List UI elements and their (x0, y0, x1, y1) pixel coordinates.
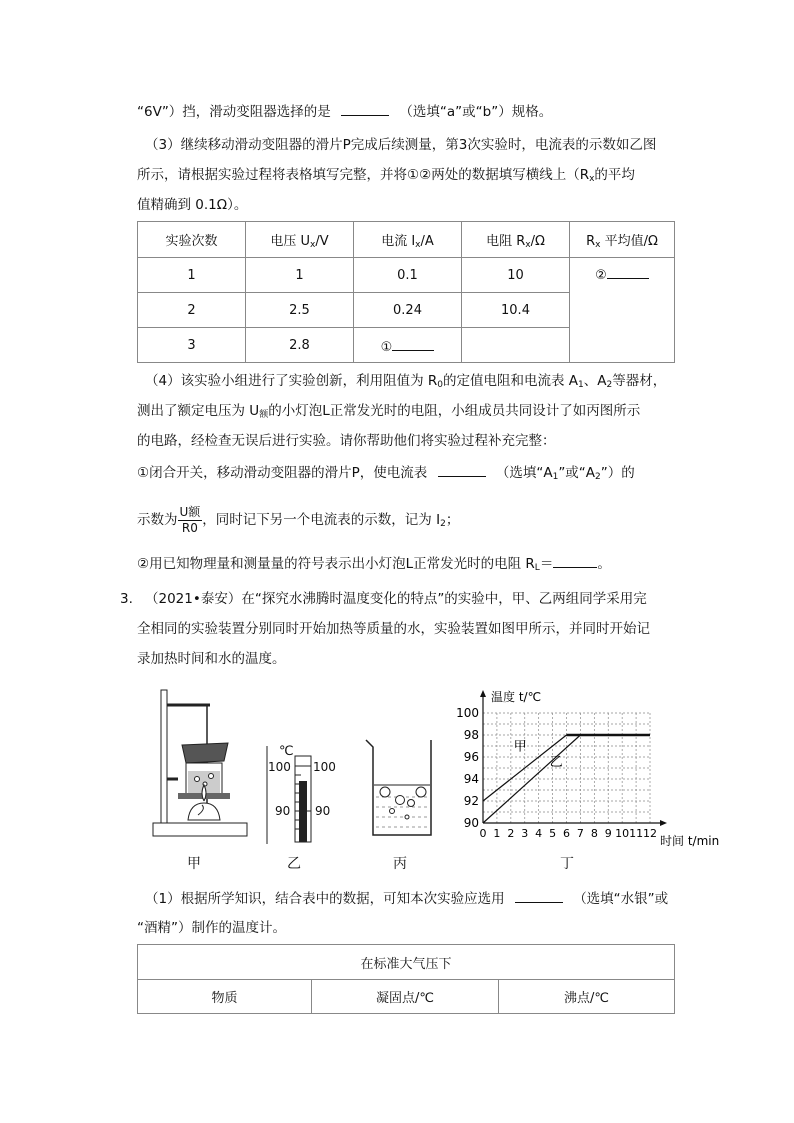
figure-caption: 乙 (287, 856, 301, 872)
temperature-chart (440, 685, 740, 850)
x-tick-label: 4 (535, 827, 543, 840)
y-tick-label: 90 (463, 816, 479, 830)
y-axis-label: 温度 t/℃ (491, 690, 542, 704)
substance-table (137, 944, 675, 1014)
x-tick-label: 0 (479, 827, 487, 840)
table-header: 凝固点/℃ (312, 980, 499, 1014)
answer-blank[interactable] (515, 888, 563, 903)
data-table (137, 221, 675, 363)
text-line: 值精确到 0.1Ω）。 (137, 197, 248, 213)
series-label: 甲 (513, 739, 527, 755)
x-axis-label: 时间 t/min (660, 834, 720, 848)
figure-caption: 丁 (560, 856, 574, 872)
text-line: 的电路，经检查无误后进行实验。请你帮助他们将实验过程补充完整： (137, 433, 556, 449)
answer-blank[interactable] (341, 101, 389, 116)
figure-caption: 丙 (393, 856, 407, 872)
table-header: 电压 $U_x/V$ (246, 222, 354, 258)
tick-label: 90 (315, 804, 331, 818)
text-line: 录加热时间和水的温度。 (137, 651, 286, 667)
table-row: 2 2.5 0.24 10.4 (138, 293, 675, 328)
table-header: $R_x$ 平均值/Ω (570, 222, 675, 258)
table-header: 实验次数 (138, 222, 246, 258)
y-tick-label: 94 (463, 772, 479, 786)
x-axis-arrow (660, 820, 667, 826)
text-line: ②用已知物理量和测量量的符号表示出小灯泡L正常发光时的电阻 $R_L=$ 。 (137, 553, 611, 578)
question-number: 3. (120, 591, 133, 607)
beaker-figure (363, 735, 438, 840)
answer-blank[interactable] (438, 462, 486, 477)
apparatus-figure (150, 685, 250, 845)
x-tick-label: 1 (493, 827, 501, 840)
series-label: 乙 (549, 754, 563, 770)
thermometer-figure (265, 746, 345, 850)
x-tick-label: 5 (549, 827, 557, 840)
text-line: 所示，请根据实验过程将表格填写完整，并将①②两处的数据填写横线上（$R_x$的平均 (137, 167, 635, 184)
table-header: 物质 (138, 980, 312, 1014)
x-tick-label: 11 (629, 827, 644, 840)
x-tick-label: 8 (590, 827, 598, 840)
y-tick-label: 96 (463, 750, 479, 764)
text-line: 示数为 $\frac{\text{U额}}{R0}$ ，同时记下另一个电流表的示数，记为 $I_2$； (137, 504, 460, 535)
text-line: “6V”）挡，滑动变阻器选择的是 （选填“a”或“b”）规格。 (137, 101, 552, 122)
table-header: 电流 $I_x/A$ (354, 222, 462, 258)
table-row: 1 1 0.1 10 ② (138, 258, 675, 293)
text-line: “酒精”）制作的温度计。 (137, 920, 286, 936)
text-line: （1）根据所学知识，结合表中的数据，可知本次实验应选用 （选填“水银”或 (145, 888, 668, 909)
x-tick-label: 7 (576, 827, 584, 840)
tick-label: 90 (275, 804, 291, 818)
figure-caption: 甲 (187, 856, 201, 872)
text-line: （3）继续移动滑动变阻器的滑片P完成后续测量，第3次实验时，电流表的示数如乙图 (145, 137, 657, 153)
y-axis-arrow (480, 690, 486, 697)
thermometer-unit: ℃ (279, 744, 294, 759)
fraction: $\frac{\text{U额}}{R0}$ (179, 504, 201, 535)
x-tick-label: 6 (563, 827, 570, 840)
text-line: ①闭合开关，移动滑动变阻器的滑片P，使电流表 （选填“$A_1$”或“$A_2$”）的 (137, 462, 635, 487)
table-row: 3 2.8 ① (138, 328, 675, 363)
text-line: 测出了额定电压为 $U_额$的小灯泡L正常发光时的电阻，小组成员共同设计了如丙图所示 (137, 403, 641, 420)
x-tick-label: 10 (615, 827, 630, 840)
answer-blank[interactable] (392, 336, 434, 351)
text-line: （2021•泰安）在“探究水沸腾时温度变化的特点”的实验中，甲、乙两组同学采用完 (145, 591, 647, 607)
x-tick-label: 3 (521, 827, 529, 840)
answer-blank[interactable] (553, 553, 597, 568)
tick-label: 100 (313, 760, 336, 774)
series-line-yi (483, 735, 580, 823)
x-tick-label: 9 (604, 827, 612, 840)
avg-cell: ② (570, 258, 675, 363)
table-header: 电阻 $R_x/\Omega$ (462, 222, 570, 258)
table-header: 沸点/℃ (499, 980, 675, 1014)
text-line: （4）该实验小组进行了实验创新，利用阻值为 $R_0$的定值电阻和电流表 $A_1$、$A_2$等器材， (145, 373, 667, 390)
y-tick-label: 92 (463, 794, 479, 808)
x-tick-label: 12 (643, 827, 657, 840)
y-tick-label: 98 (463, 728, 479, 742)
x-tick-label: 2 (507, 827, 515, 840)
y-tick-label: 100 (456, 706, 479, 720)
answer-blank[interactable] (607, 264, 649, 279)
text-line: 全相同的实验装置分别同时开始加热等质量的水，实验装置如图甲所示，并同时开始记 (137, 621, 650, 637)
table-title: 在标准大气压下 (138, 945, 675, 980)
tick-label: 100 (268, 760, 291, 774)
